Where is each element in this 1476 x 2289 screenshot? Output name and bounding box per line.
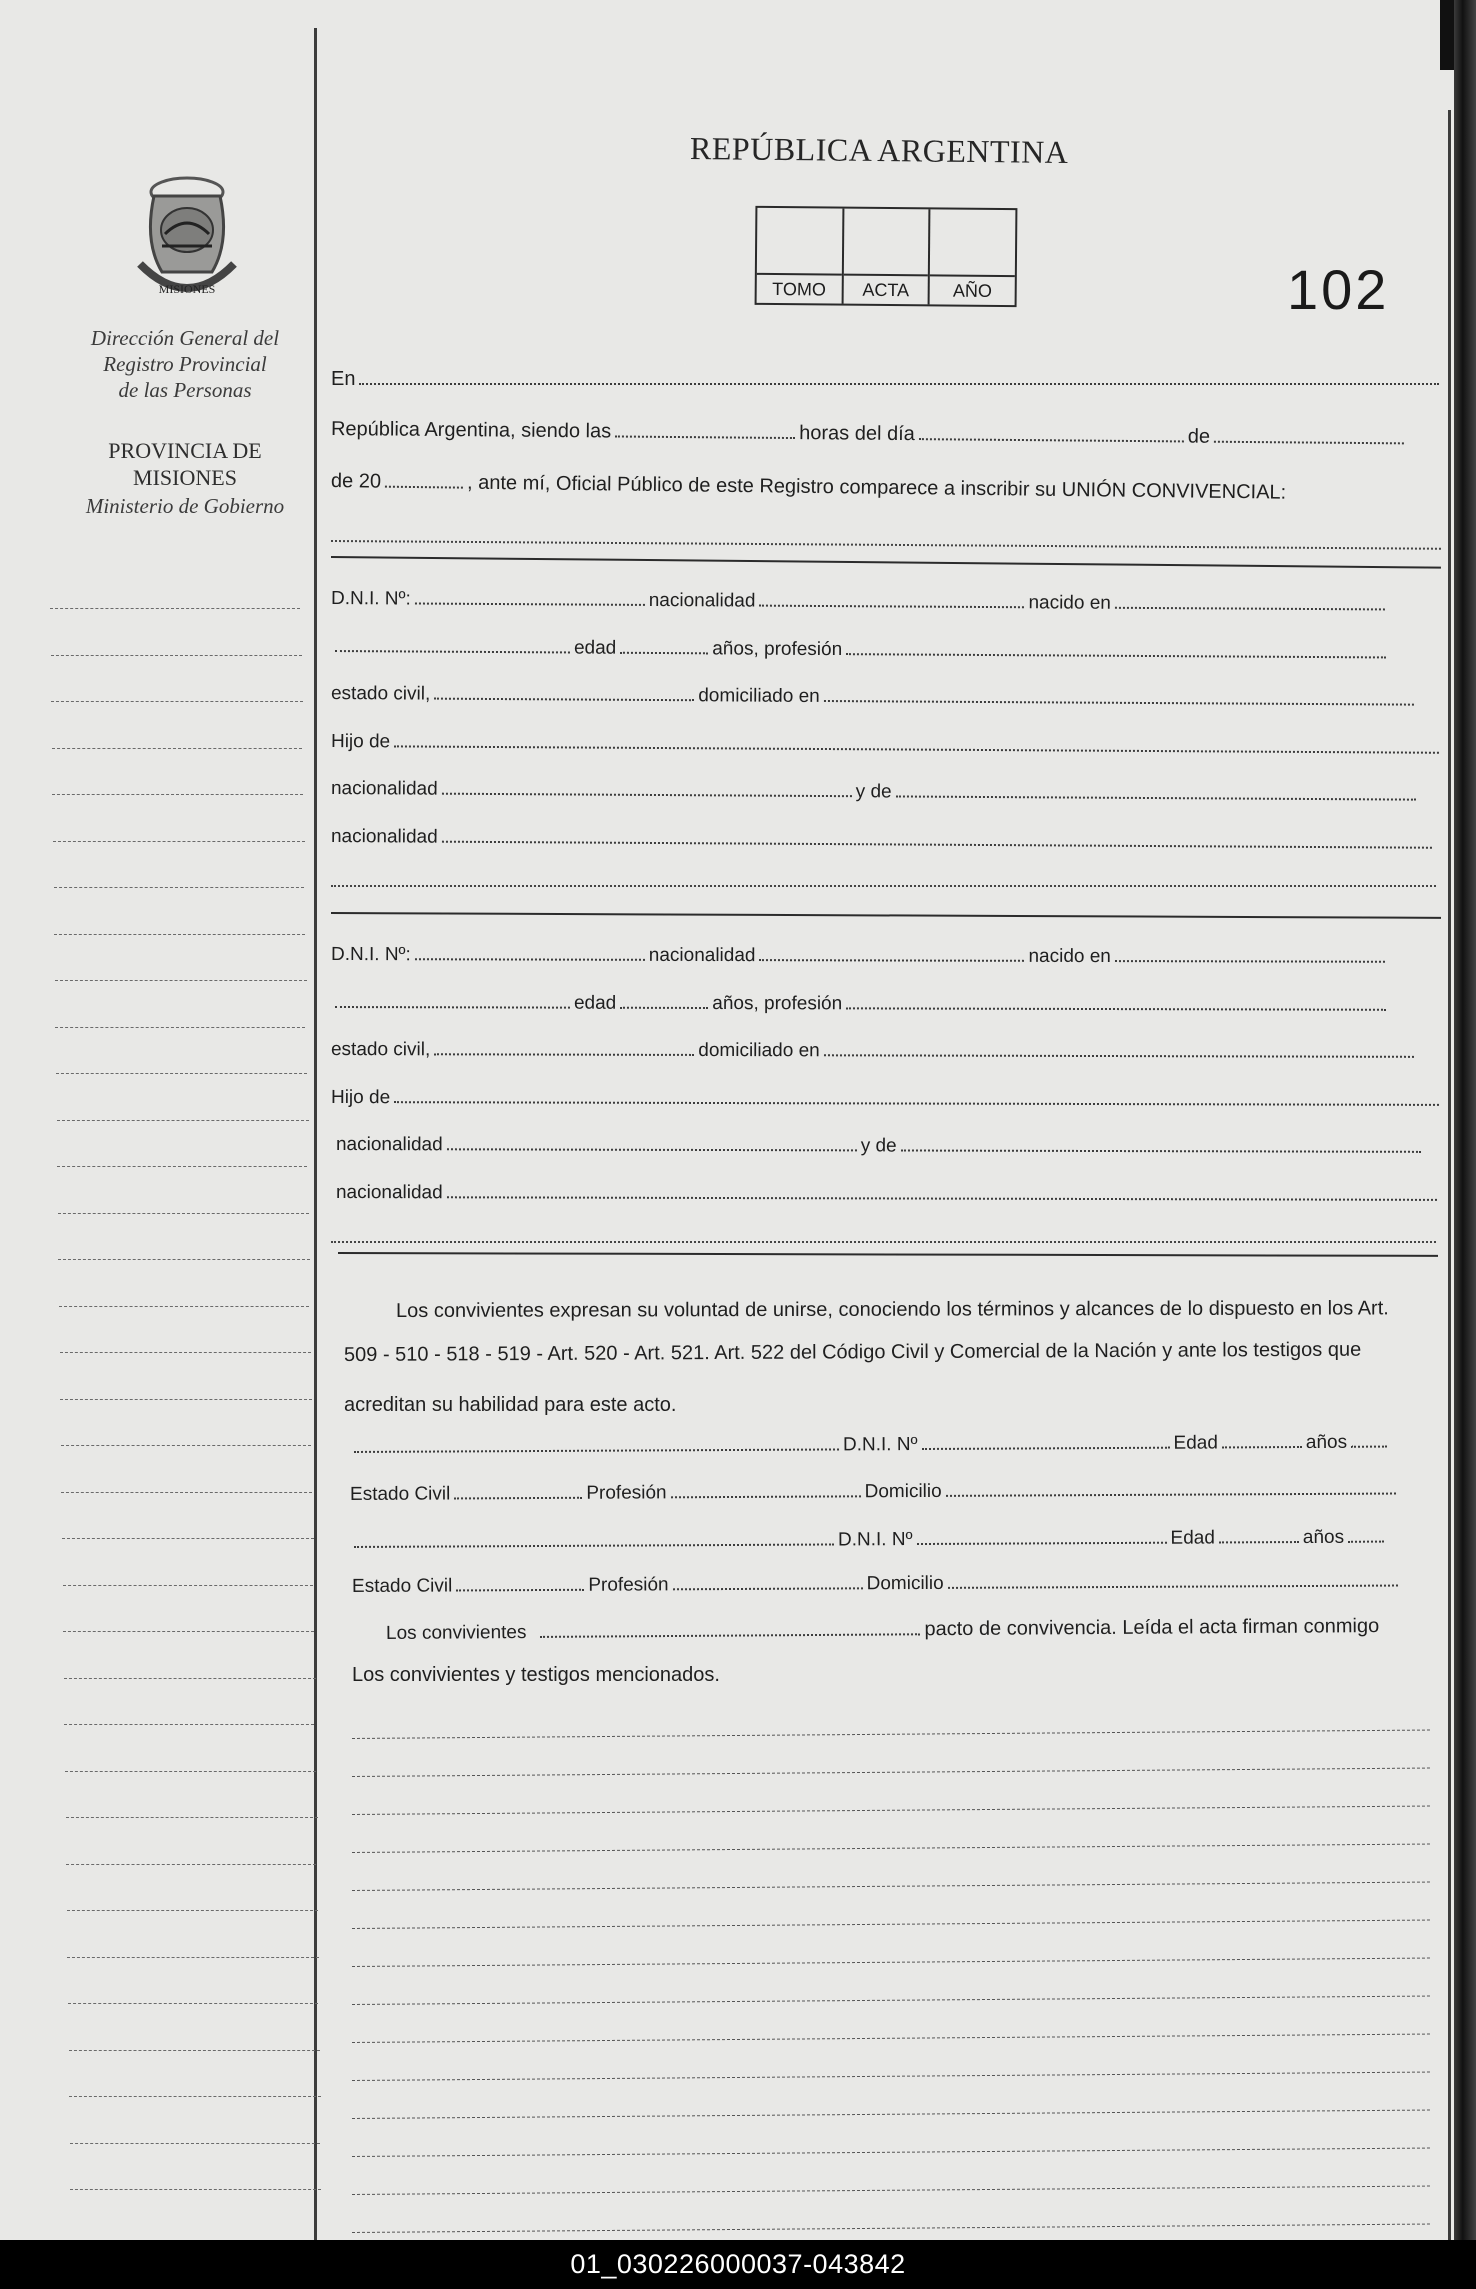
person-2-nacido-en-label: nacido en	[1028, 945, 1111, 968]
witness-1-domicilio-label: Domicilio	[864, 1480, 942, 1503]
person-1-nacido-en-label: nacido en	[1028, 592, 1111, 614]
witness-1-dni-label: D.N.I. Nº	[842, 1434, 918, 1456]
day-field[interactable]	[919, 424, 1184, 442]
provincial-emblem-icon	[132, 172, 242, 320]
agency-line-3: de las Personas	[118, 378, 252, 402]
margin-note-line[interactable]	[59, 1306, 309, 1307]
person-1-dni-label: D.N.I. Nº:	[330, 588, 411, 610]
en-field[interactable]	[359, 369, 1439, 385]
margin-note-line[interactable]	[55, 980, 307, 981]
margin-note-line[interactable]	[69, 2050, 320, 2051]
person-2-row-4	[331, 1087, 1443, 1112]
margin-note-line[interactable]	[68, 2003, 318, 2004]
person-1-field-2-2[interactable]	[620, 637, 708, 654]
margin-note-line[interactable]	[67, 1957, 319, 1958]
witness-2-estado-label: Estado Civil	[351, 1575, 453, 1597]
witness-1-anios-label: años	[1305, 1431, 1348, 1453]
margin-note-line[interactable]	[54, 887, 304, 888]
de-label: de	[1187, 425, 1211, 448]
person-2-field-2-2[interactable]	[620, 992, 708, 1008]
ministry-line: Ministerio de Gobierno	[85, 494, 285, 518]
person-1-nacionalidad-label: nacionalidad	[330, 825, 438, 848]
year-field[interactable]	[385, 472, 463, 489]
witness-1-estado-label: Estado Civil	[349, 1483, 451, 1505]
document-title: REPÚBLICA ARGENTINA	[689, 130, 1069, 170]
margin-note-line[interactable]	[67, 1910, 318, 1911]
acta-label: ACTA	[843, 274, 928, 305]
margin-note-line[interactable]	[60, 1399, 312, 1400]
margin-note-line[interactable]	[66, 1864, 316, 1865]
witness-1-dni-field[interactable]	[921, 1433, 1169, 1450]
person-1-field-1-3[interactable]	[1115, 593, 1385, 611]
person-1-estado-civil-label: estado civil,	[330, 683, 431, 705]
witness-2-profesion-label: Profesión	[588, 1574, 669, 1596]
person-1-field-1-2[interactable]	[759, 591, 1024, 609]
page-edge-shadow	[1454, 0, 1476, 2240]
person-1-anios-profesion-label: años, profesión	[712, 637, 843, 660]
person-2-dni-label: D.N.I. Nº:	[330, 944, 411, 966]
margin-note-line[interactable]	[61, 1445, 311, 1446]
margin-note-line[interactable]	[62, 1538, 314, 1539]
agency-line-1: Dirección General del	[90, 326, 280, 350]
emblem-label: MISIONES	[158, 282, 216, 296]
person-2-field-6-1[interactable]	[447, 1182, 1437, 1201]
person-1-nacionalidad-label: nacionalidad	[648, 589, 756, 612]
person-2-row-2	[331, 992, 1390, 1017]
registry-box	[755, 206, 1018, 307]
person-2-row-5	[336, 1134, 1425, 1159]
witness-2-edad-label: Edad	[1170, 1527, 1215, 1549]
witness-2-domicilio-label: Domicilio	[866, 1572, 944, 1595]
margin-note-line[interactable]	[69, 2096, 321, 2097]
province-line-1: PROVINCIA DE	[108, 438, 262, 463]
convivientes-label: Los convivientes	[385, 1622, 527, 1644]
person-1-field-2-1[interactable]	[335, 636, 570, 653]
person-1-field-5-1[interactable]	[442, 779, 852, 798]
anio-cell[interactable]	[930, 209, 1015, 305]
person-1-y-de-label: y de	[855, 781, 892, 803]
person-2-row-6	[336, 1182, 1441, 1207]
person-1-domiciliado-en-label: domiciliado en	[698, 685, 820, 707]
person-2-y-de-label: y de	[860, 1135, 897, 1157]
margin-note-line[interactable]	[57, 1120, 309, 1121]
right-border-rule	[1448, 110, 1451, 2240]
margin-note-line[interactable]	[56, 1073, 307, 1074]
person-1-hijo-de-label: Hijo de	[330, 730, 391, 752]
person-1-field-1-1[interactable]	[415, 589, 645, 606]
margin-note-line[interactable]	[64, 1724, 314, 1725]
person-2-nacionalidad-label: nacionalidad	[335, 1134, 443, 1156]
witness-2-dni-field[interactable]	[916, 1528, 1166, 1545]
convivientes-field[interactable]	[540, 1619, 920, 1638]
rep-arg-label: República Argentina, siendo las	[330, 418, 612, 443]
person-1-field-3-1[interactable]	[434, 684, 694, 702]
witness-1-name-field[interactable]	[354, 1434, 839, 1453]
witness-2-trailing-dots	[1348, 1527, 1384, 1543]
margin-note-line[interactable]	[52, 748, 302, 749]
witness-1-edad-label: Edad	[1173, 1432, 1218, 1454]
person-2-field-3-1[interactable]	[434, 1039, 694, 1056]
person-2-estado-civil-label: estado civil,	[330, 1039, 431, 1061]
pacto-text: pacto de convivencia. Leída el acta firman conmigo	[924, 1615, 1380, 1641]
anio-label: AÑO	[930, 274, 1015, 305]
intro-en-row	[331, 368, 1443, 391]
person-2-nacionalidad-label: nacionalidad	[648, 944, 756, 967]
margin-note-line[interactable]	[52, 794, 303, 795]
witness-2-profesion-field[interactable]	[673, 1573, 863, 1590]
margin-note-line[interactable]	[63, 1631, 314, 1632]
person-1-field-2-3[interactable]	[846, 639, 1386, 658]
person-2-field-1-2[interactable]	[759, 945, 1024, 962]
statement-line-2: 509 - 510 - 518 - 519 - Art. 520 - Art. 521. Art. 522 del Código Civil y Comercial de la Nación y ante los testigos que	[343, 1338, 1362, 1366]
margin-note-line[interactable]	[60, 1352, 311, 1353]
margin-note-line[interactable]	[64, 1678, 316, 1679]
witness-2-domicilio-field[interactable]	[948, 1571, 1398, 1589]
person-2-edad-label: edad	[573, 992, 617, 1014]
margin-note-line[interactable]	[70, 2189, 321, 2190]
witness-1-domicilio-field[interactable]	[946, 1479, 1396, 1497]
person-1-field-3-2[interactable]	[824, 686, 1414, 706]
person-1-nacionalidad-label: nacionalidad	[330, 778, 438, 800]
tomo-label: TOMO	[757, 273, 842, 304]
margin-note-line[interactable]	[51, 655, 302, 656]
margin-note-line[interactable]	[66, 1817, 318, 1818]
statement-line-1: Los convivientes expresan su voluntad de unirse, conociendo los términos y alcances de lo dispuesto en los Art.	[395, 1297, 1389, 1322]
witness-1-profesion-label: Profesión	[586, 1482, 667, 1504]
witness-2-edad-field[interactable]	[1219, 1527, 1299, 1543]
acta-cell[interactable]	[843, 209, 930, 305]
person-2-domiciliado-en-label: domiciliado en	[698, 1039, 820, 1062]
witness-2-estado-field[interactable]	[456, 1575, 584, 1592]
person-2-anios-profesion-label: años, profesión	[712, 992, 843, 1014]
witness-2-dni-label: D.N.I. Nº	[837, 1529, 913, 1551]
statement-line-3: acreditan su habilidad para este acto.	[344, 1394, 677, 1416]
margin-note-line[interactable]	[61, 1492, 312, 1493]
province-line-2: MISIONES	[133, 465, 237, 490]
witness-1-estado-field[interactable]	[454, 1483, 582, 1500]
person-2-field-3-2[interactable]	[824, 1040, 1414, 1058]
margin-note-line[interactable]	[63, 1585, 313, 1586]
person-2-field-4-1[interactable]	[394, 1087, 1439, 1106]
en-label: En	[331, 368, 356, 390]
margin-note-line[interactable]	[65, 1771, 316, 1772]
person-2-field-5-1[interactable]	[447, 1134, 857, 1151]
margin-note-line[interactable]	[50, 608, 300, 609]
person-2-hijo-de-label: Hijo de	[330, 1086, 391, 1108]
person-1-field-5-2[interactable]	[896, 781, 1416, 800]
person-2-nacionalidad-label: nacionalidad	[335, 1181, 443, 1203]
margin-note-line[interactable]	[51, 701, 303, 702]
margin-note-line[interactable]	[54, 934, 305, 935]
margin-note-line[interactable]	[70, 2143, 320, 2144]
margin-note-line[interactable]	[53, 841, 305, 842]
month-field[interactable]	[1214, 427, 1404, 445]
file-id-footer: 01_030226000037-043842	[0, 2240, 1476, 2289]
witness-2-name-field[interactable]	[354, 1529, 834, 1548]
witness-1-profesion-field[interactable]	[671, 1481, 861, 1498]
margin-rule	[314, 28, 317, 2240]
margin-note-line[interactable]	[58, 1259, 310, 1260]
closing-final-line: Los convivientes y testigos mencionados.	[352, 1664, 720, 1686]
act-number: 102	[1287, 258, 1390, 321]
ante-text: , ante mí, Oficial Público de este Registro comparece a inscribir su UNIÓN CONVIVENCIAL:	[466, 471, 1287, 504]
witness-1-edad-field[interactable]	[1222, 1432, 1302, 1448]
person-1-edad-label: edad	[573, 636, 617, 659]
person-2-field-2-3[interactable]	[846, 993, 1386, 1010]
tomo-cell[interactable]	[757, 208, 844, 304]
agency-line-2: Registro Provincial	[103, 352, 267, 376]
de20-label: de 20	[330, 470, 382, 493]
person-2-field-2-1[interactable]	[335, 992, 570, 1009]
person-2-blank-line[interactable]	[331, 1241, 1436, 1243]
hours-field[interactable]	[615, 421, 795, 439]
witness-2-anios-label: años	[1302, 1526, 1345, 1549]
person-2-row-3	[331, 1039, 1418, 1064]
person-2-field-1-1[interactable]	[415, 944, 645, 961]
person-2-field-5-2[interactable]	[901, 1135, 1421, 1152]
margin-note-line[interactable]	[58, 1213, 309, 1214]
person-1-blank-line[interactable]	[331, 885, 1436, 887]
person-2-row-1	[331, 944, 1389, 969]
horas-label: horas del día	[799, 422, 915, 446]
person-2-field-1-3[interactable]	[1115, 946, 1385, 963]
witness-1-trailing-dots	[1351, 1432, 1387, 1448]
margin-note-line[interactable]	[57, 1166, 307, 1167]
margin-note-line[interactable]	[55, 1027, 305, 1028]
